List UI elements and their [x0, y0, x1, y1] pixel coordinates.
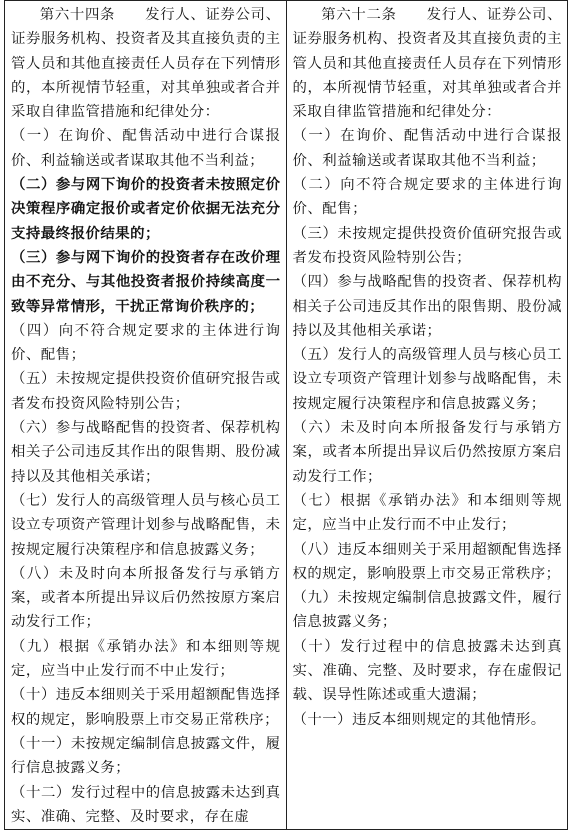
article-heading-paragraph: 第六十四条 发行人、证券公司、证券服务机构、投资者及其直接负责的主管人员和其他直接责任人员存在下列情形的，本所视情节轻重，对其单独或者合并采取自律监管措施和纪律处分： [11, 7, 281, 121]
article-item: （六）未及时向本所报备发行与承销方案，或者本所提出异议后仍然按原方案启动发行工作； [292, 420, 562, 485]
article-item: （六）参与战略配售的投资者、保荐机构相关子公司违反其作出的限售期、股份减持以及其他相关承诺； [11, 420, 281, 485]
article-item: （二）向不符合规定要求的主体进行询价、配售； [292, 177, 562, 218]
article-item: （八）违反本细则关于采用超额配售选择权的规定，影响股票上市交易正常秩序； [292, 541, 562, 582]
article-item: （十一）违反本细则规定的其他情形。 [292, 711, 546, 728]
table-row [5, 1, 568, 830]
article-item: （八）未及时向本所报备发行与承销方案，或者本所提出异议后仍然按原方案启动发行工作； [11, 565, 281, 631]
article-item: （四）参与战略配售的投资者、保荐机构相关子公司违反其作出的限售期、股份减持以及其他相关承诺； [292, 274, 562, 339]
comparison-table [4, 0, 568, 830]
left-column-revised-text [5, 1, 287, 830]
article-heading-paragraph: 第六十二条 发行人、证券公司、证券服务机构、投资者及其直接负责的主管人员和其他直接责任人员存在下列情形的，本所视情节轻重，对其单独或者合并采取自律监管措施和纪律处分： [292, 7, 562, 121]
article-item: （十二）发行过程中的信息披露未达到真实、准确、完整、及时要求，存在虚 [11, 784, 281, 825]
article-item: （三）未按规定提供投资价值研究报告或者发布投资风险特别公告； [292, 225, 562, 266]
article-item: （七）发行人的高级管理人员与核心员工设立专项资产管理计划参与战略配售，未按规定履行决策程序和信息披露义务； [11, 492, 281, 558]
right-column-original-text [286, 1, 568, 830]
article-item: （九）未按规定编制信息披露文件，履行信息披露义务； [292, 590, 562, 631]
article-item-bold: （二）参与网下询价的投资者未按照定价决策程序确定报价或者定价依据无法充分支持最终报价结果的； [11, 176, 281, 242]
article-item: （十一）未按规定编制信息披露文件，履行信息披露义务； [11, 735, 281, 777]
article-item: （一）在询价、配售活动中进行合谋报价、利益输送或者谋取其他不当利益； [11, 128, 281, 169]
article-item: （十）违反本细则关于采用超额配售选择权的规定，影响股票上市交易正常秩序； [11, 687, 281, 728]
article-item-bold: （三）参与网下询价的投资者存在改价理由不充分、与其他投资者报价持续高度一致等异常情形，干扰正常询价秩序的； [11, 248, 281, 315]
article-item: （四）向不符合规定要求的主体进行询价、配售； [11, 322, 281, 364]
article-item: （九）根据《承销办法》和本细则等规定，应当中止发行而不中止发行； [11, 638, 281, 680]
article-item: （五）未按规定提供投资价值研究报告或者发布投资风险特别公告； [11, 371, 281, 412]
article-item: （一）在询价、配售活动中进行合谋报价、利益输送或者谋取其他不当利益； [292, 128, 562, 169]
article-item: （五）发行人的高级管理人员与核心员工设立专项资产管理计划参与战略配售，未按规定履行决策程序和信息披露义务； [292, 347, 562, 412]
article-item: （七）根据《承销办法》和本细则等规定，应当中止发行而不中止发行； [292, 492, 562, 534]
article-item: （十）发行过程中的信息披露未达到真实、准确、完整、及时要求，存在虚假记载、误导性陈述或重大遗漏； [292, 638, 562, 704]
